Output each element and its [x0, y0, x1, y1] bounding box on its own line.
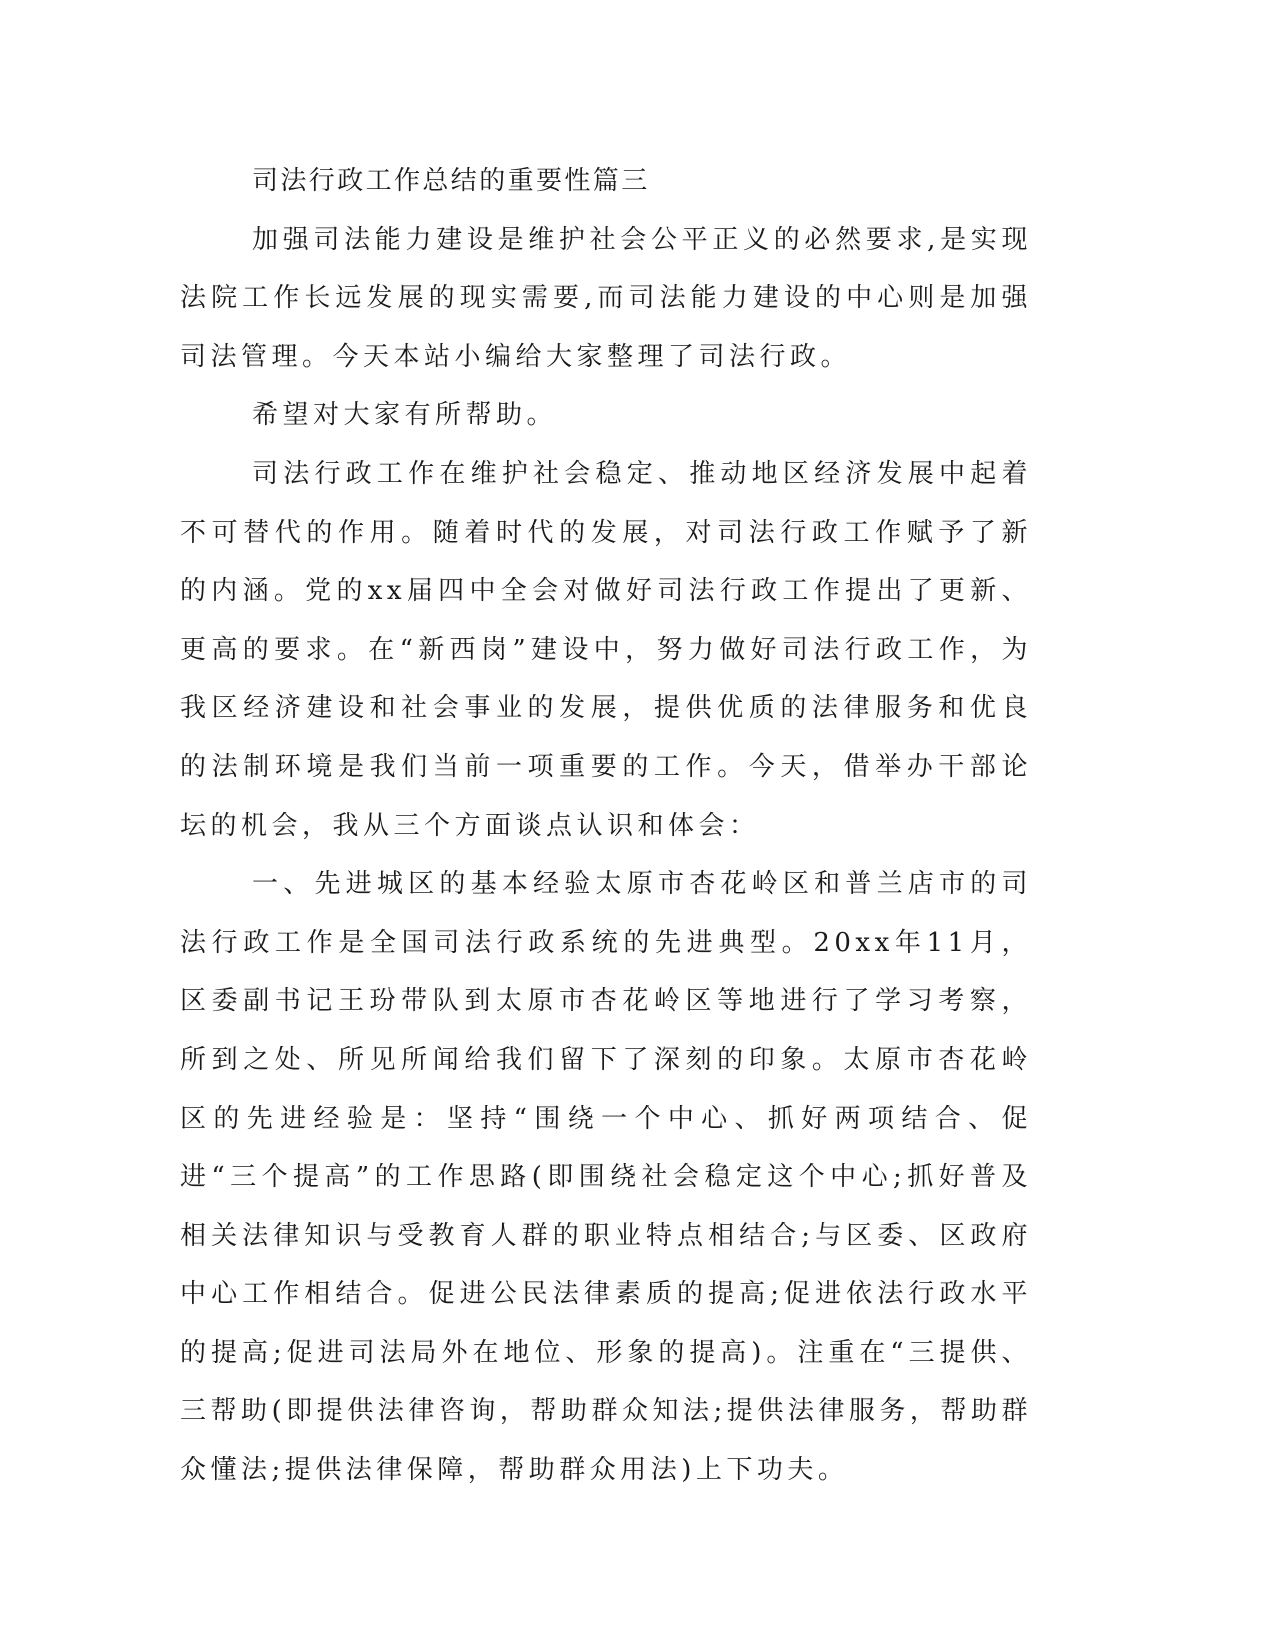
- paragraph-hope: 希望对大家有所帮助。: [252, 400, 558, 431]
- paragraph-role: 司法行政工作在维护社会稳定、推动地区经济发展中起着不可替代的作用。随着时代的发展，对司法行政工作赋予了新的内涵。党的xx届四中全会对做好司法行政工作提出了更新、更高的要求。在“新西岗”建设中，努力做好司法行政工作，为我区经济建设和社会事业的发展，提供优质的法律服务和优良的法制环境是我们当前一项重要的工作。今天，借举办干部论坛的机会，我从三个方面谈点认识和体会：: [180, 458, 1032, 841]
- paragraph-intro: 加强司法能力建设是维护社会公平正义的必然要求,是实现法院工作长远发展的现实需要,而司法能力建设的中心则是加强司法管理。今天本站小编给大家整理了司法行政。: [180, 224, 1032, 372]
- document-title: 司法行政工作总结的重要性篇三: [252, 166, 650, 196]
- document-body: [180, 152, 1032, 1500]
- paragraph-experience: 一、先进城区的基本经验太原市杏花岭区和普兰店市的司法行政工作是全国司法行政系统的先进典型。20xx年11月，区委副书记王玢带队到太原市杏花岭区等地进行了学习考察，所到之处、所见所闻给我们留下了深刻的印象。太原市杏花岭区的先进经验是：坚持“围绕一个中心、抓好两项结合、促进“三个提高”的工作思路(即围绕社会稳定这个中心;抓好普及相关法律知识与受教育人群的职业特点相结合;与区委、区政府中心工作相结合。促进公民法律素质的提高;促进依法行政水平的提高;促进司法局外在地位、形象的提高)。注重在“三提供、三帮助(即提供法律咨询，帮助群众知法;提供法律服务，帮助群众懂法;提供法律保障，帮助群众用法)上下功夫。: [180, 869, 1032, 1486]
